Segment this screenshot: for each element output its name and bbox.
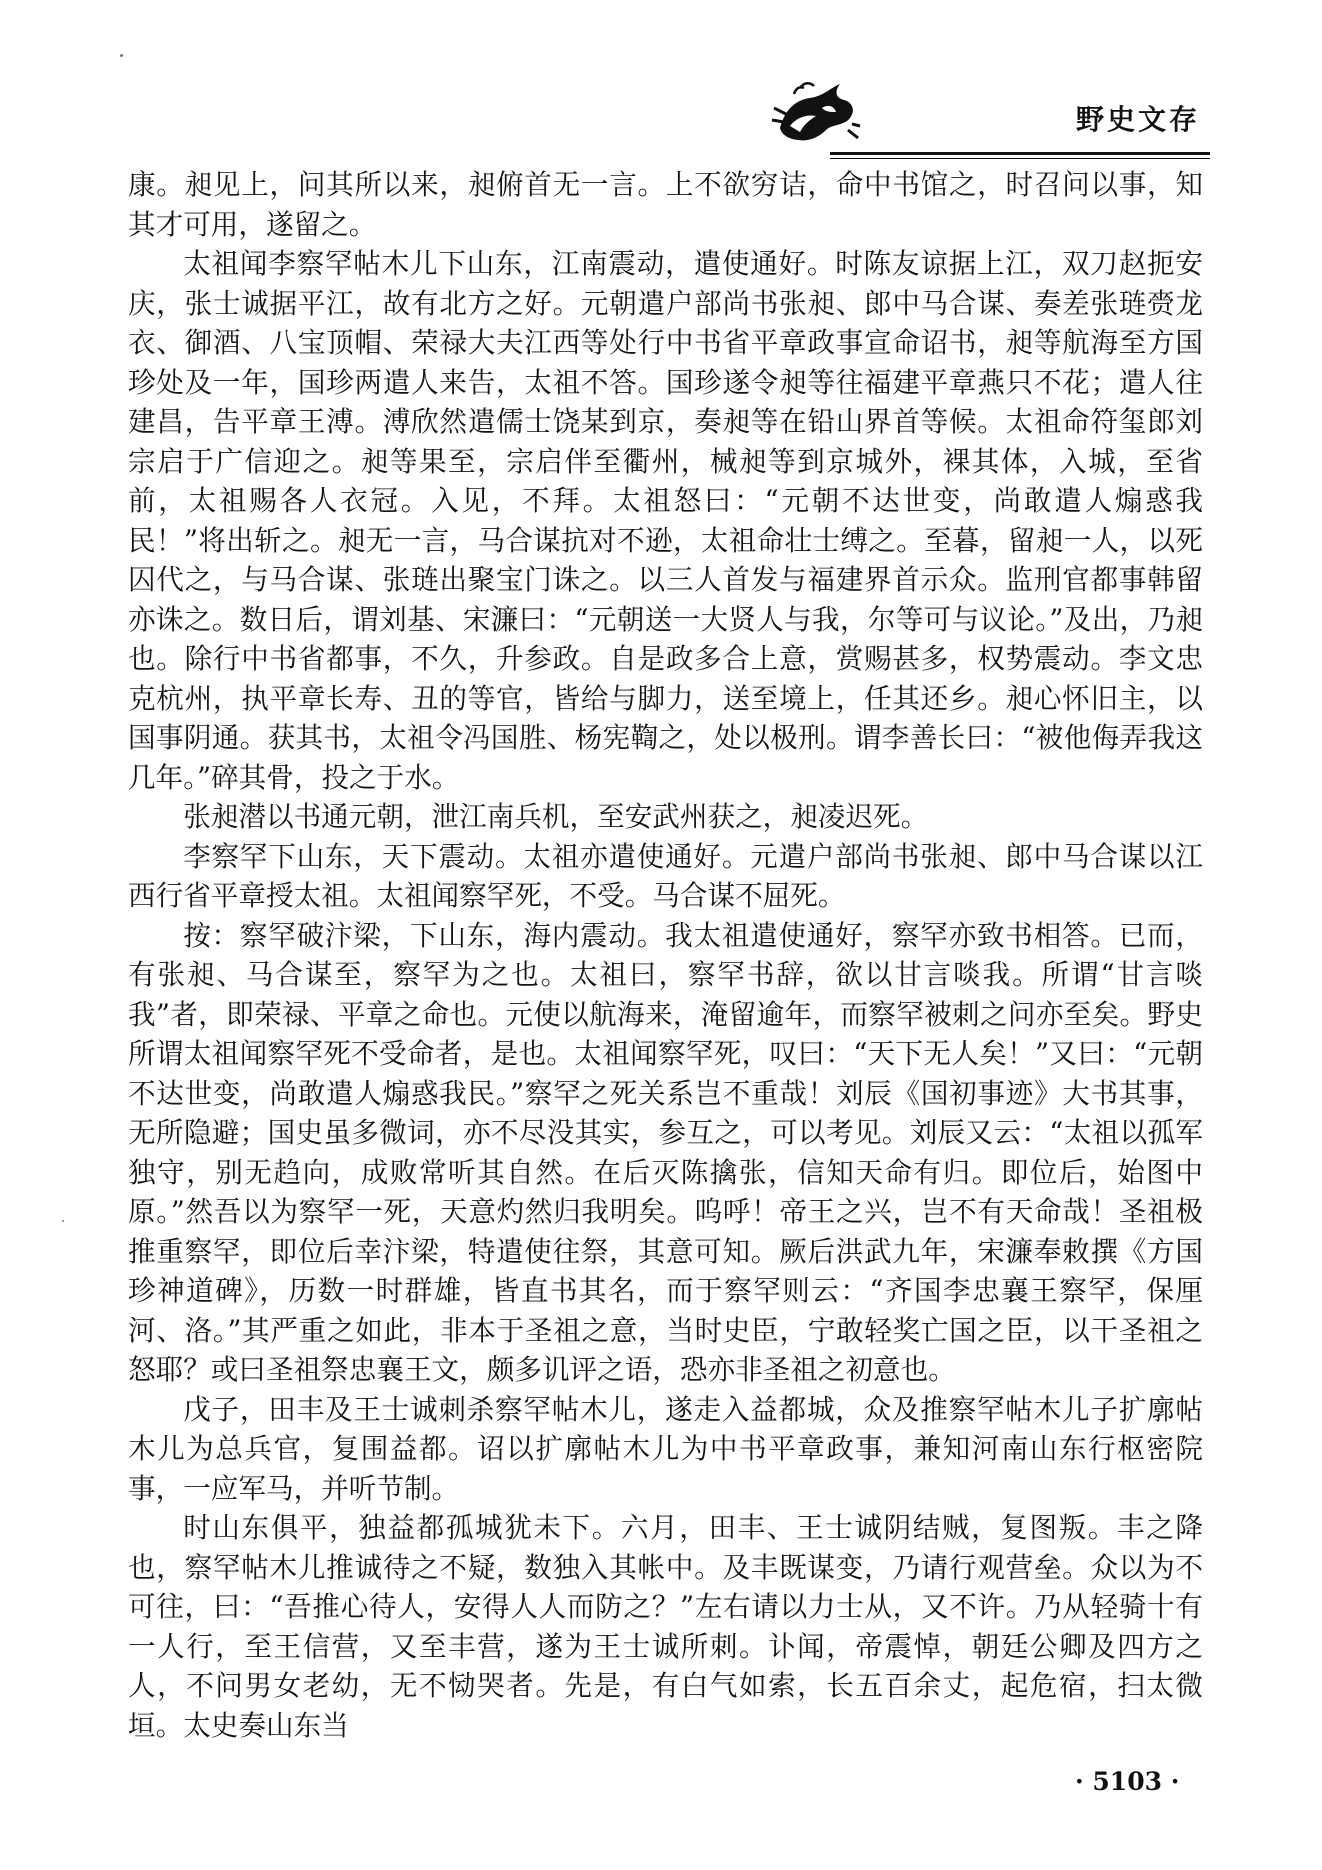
paragraph: 康。昶见上，问其所以来，昶俯首无一言。上不欲穷诘，命中书馆之，时召问以事，知其才可用，遂留之。 — [128, 168, 1203, 241]
header-rule-thin — [830, 158, 1210, 159]
running-header — [770, 72, 1210, 152]
paragraph: 李察罕下山东，天下震动。太祖亦遣使通好。元遣户部尚书张昶、郎中马合谋以江西行省平章授太祖。太祖闻察罕死，不受。马合谋不屈死。 — [128, 839, 1203, 912]
header-title: 野史文存 — [1075, 103, 1200, 136]
paragraph: 按：察罕破汴梁，下山东，海内震动。我太祖遣使通好，察罕亦致书相答。已而，有张昶、马合谋至，察罕为之也。太祖曰，察罕书辞，欲以甘言啖我。所谓“甘言啖我”者，即荣禄、平章之命也。元使以航海来，淹留逾年，而察罕被刺之问亦至矣。野史所谓太祖闻察罕死不受命者，是也。太祖闻察罕死，叹曰：“天下无人矣！”又曰：“元朝不达世变，尚敢遣人煽惑我民。”察罕之死关系岂不重哉！刘辰《国初事迹》大书其事，无所隐避；国史虽多微词，亦不尽没其实，参互之，可以考见。刘辰又云：“太祖以孤军独守，别无趋向，成败常听其自然。在后灭陈擒张，信知天命有归。即位后，始图中原。”然吾以为察罕一死，天意灼然归我明矣。呜呼！帝王之兴，岂不有天命哉！圣祖极推重察罕，即位后幸汴梁，特遣使往祭，其意可知。厥后洪武九年，宋濂奉敕撰《方国珍神道碑》，历数一时群雄，皆直书其名，而于察罕则云：“齐国李忠襄王察罕，保厘河、洛。”其严重之如此，非本于圣祖之意，当时史臣，宁敢轻奖亡国之臣，以干圣祖之怒耶？或曰圣祖祭忠襄王文，颇多讥评之语，恐亦非圣祖之初意也。 — [128, 918, 1203, 1386]
page-number: · 5103 · — [1075, 1767, 1180, 1796]
dragon-emblem-icon — [770, 78, 862, 148]
scan-speck — [120, 54, 123, 57]
paragraph: 张昶潜以书通元朝，泄江南兵机，至安武州获之，昶凌迟死。 — [183, 800, 929, 833]
scan-speck — [62, 1220, 64, 1222]
body-text — [128, 165, 1203, 1745]
paragraph: 戊子，田丰及王士诚刺杀察罕帖木儿，遂走入益都城，众及推察罕帖木儿子扩廓帖木儿为总兵官，复围益都。诏以扩廓帖木儿为中书平章政事，兼知河南山东行枢密院事，一应军马，并听节制。 — [128, 1392, 1203, 1505]
paragraph: 时山东俱平，独益都孤城犹未下。六月，田丰、王士诚阴结贼，复图叛。丰之降也，察罕帖木儿推诚待之不疑，数独入其帐中。及丰既谋变，乃请行观营垒。众以为不可往，曰：“吾推心待人，安得人人而防之？”左右请以力士从，又不许。乃从轻骑十有一人行，至王信营，又至丰营，遂为王士诚所刺。讣闻，帝震悼，朝廷公卿及四方之人，不问男女老幼，无不恸哭者。先是，有白气如索，长五百余丈，起危宿，扫太微垣。太史奏山东当 — [128, 1511, 1203, 1742]
header-rule — [830, 152, 1210, 155]
paragraph: 太祖闻李察罕帖木儿下山东，江南震动，遣使通好。时陈友谅据上江，双刀赵扼安庆，张士诚据平江，故有北方之好。元朝遣户部尚书张昶、郎中马合谋、奏差张琏赍龙衣、御酒、八宝顶帽、荣禄大夫江西等处行中书省平章政事宣命诏书，昶等航海至方国珍处及一年，国珍两遣人来告，太祖不答。国珍遂令昶等往福建平章燕只不花；遣人往建昌，告平章王溥。溥欣然遣儒士饶某到京，奏昶等在铅山界首等候。太祖命符玺郎刘宗启于广信迎之。昶等果至，宗启伴至衢州，械昶等到京城外，裸其体，入城，至省前，太祖赐各人衣冠。入见，不拜。太祖怒曰：“元朝不达世变，尚敢遣人煽惑我民！”将出斩之。昶无一言，马合谋抗对不逊，太祖命壮士缚之。至暮，留昶一人，以死囚代之，与马合谋、张琏出聚宝门诛之。以三人首发与福建界首示众。监刑官都事韩留亦诛之。数日后，谓刘基、宋濂曰：“元朝送一大贤人与我，尔等可与议论。”及出，乃昶也。除行中书省都事，不久，升参政。自是政多合上意，赏赐甚多，权势震动。李文忠克杭州，执平章长寿、丑的等官，皆给与脚力，送至境上，任其还乡。昶心怀旧主，以国事阴通。获其书，太祖令冯国胜、杨宪鞫之，处以极刑。谓李善长曰：“被他侮弄我这几年。”碎其骨，投之于水。 — [128, 247, 1203, 794]
